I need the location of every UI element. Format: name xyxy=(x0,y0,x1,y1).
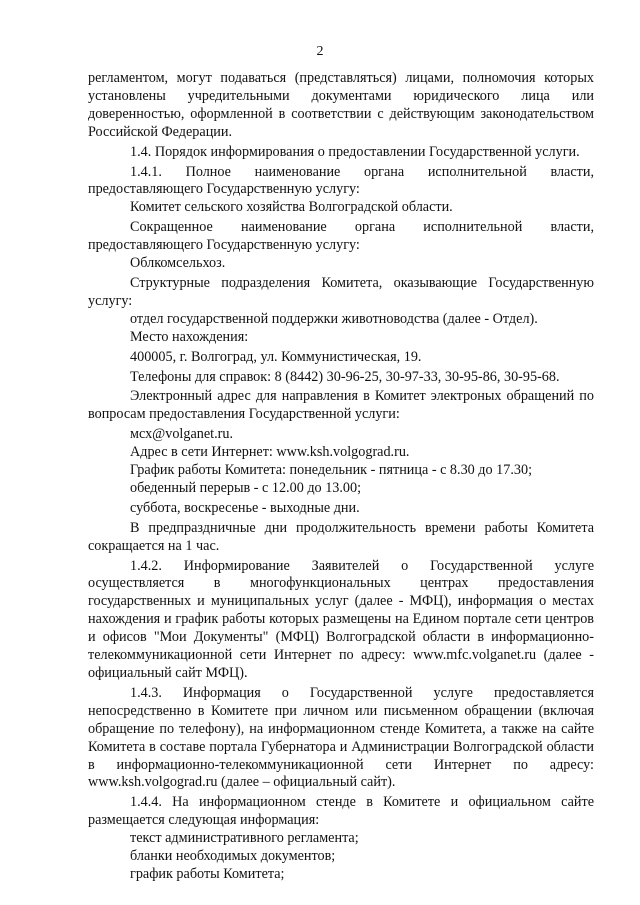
paragraph-representation-clause: регламентом, могут подаваться (представляться) лицами, полномочия которых установлены учредительными документами юридического лица или доверенностью, оформленной в соответствии с действующим законодательством Российской Федерации. xyxy=(88,70,594,140)
paragraph-1-4-1-full-name-label: 1.4.1. Полное наименование органа исполнительной власти, предоставляющего Государственную услугу: xyxy=(88,163,594,198)
paragraph-1-4-3-information: 1.4.3. Информация о Государственной услуге предоставляется непосредственно в Комитете при личном или письменном обращении (включая обращение по телефону), на информационном стенде Комитета, а также на сайте Комитета в составе портала Губернатора и Администрации Волгоградской области в информационно-телекоммуникационной сети Интернет по адресу: www.ksh.volgograd.ru (далее – официальный сайт). xyxy=(88,684,594,791)
paragraph-committee-full-name: Комитет сельского хозяйства Волгоградской области. xyxy=(130,199,453,216)
paragraph-short-name-label: Сокращенное наименование органа исполнительной власти, предоставляющего Государственную услугу: xyxy=(88,219,594,254)
paragraph-schedule-lunch: обеденный перерыв - с 12.00 до 13.00; xyxy=(130,479,362,496)
paragraph-department-name: отдел государственной поддержки животноводства (далее - Отдел). xyxy=(130,310,538,327)
document-body xyxy=(88,70,594,884)
paragraph-phones: Телефоны для справок: 8 (8442) 30-96-25, 30-97-33, 30-95-86, 30-95-68. xyxy=(130,368,560,385)
paragraph-structural-units-label: Структурные подразделения Комитета, оказывающие Государственную услугу: xyxy=(88,274,594,309)
page-number: 2 xyxy=(316,44,324,59)
paragraph-1-4-heading: 1.4. Порядок информирования о предоставлении Государственной услуги. xyxy=(130,143,580,160)
paragraph-pre-holiday: В предпраздничные дни продолжительность времени работы Комитета сокращается на 1 час. xyxy=(88,519,594,554)
paragraph-address: 400005, г. Волгоград, ул. Коммунистическая, 19. xyxy=(130,348,422,365)
list-item-document-forms: бланки необходимых документов; xyxy=(130,848,336,865)
paragraph-schedule-weekdays: График работы Комитета: понедельник - пятница - с 8.30 до 17.30; xyxy=(130,462,533,479)
paragraph-email-label: Электронный адрес для направления в Комитет электроных обращений по вопросам предоставления Государственной услуги: xyxy=(88,388,594,423)
paragraph-schedule-weekend: суббота, воскресенье - выходные дни. xyxy=(130,499,360,516)
list-item-work-schedule: график работы Комитета; xyxy=(130,865,285,882)
paragraph-1-4-2-mfc: 1.4.2. Информирование Заявителей о Государственной услуге осуществляется в многофункциональных центрах предоставления государственных и муниципальных услуг (далее - МФЦ), информация о местах нахождения и график работы которых размещены на Едином портале сети центров и офисов "Мои Документы" (МФЦ) Волгоградской области в информационно-телекоммуникационной сети Интернет по адресу: www.mfc.volganet.ru (далее - официальный сайт МФЦ). xyxy=(88,557,594,681)
paragraph-location-label: Место нахождения: xyxy=(130,328,249,345)
paragraph-committee-short-name: Облкомсельхоз. xyxy=(130,255,226,272)
paragraph-website: Адрес в сети Интернет: www.ksh.volgograd.ru. xyxy=(130,444,410,461)
paragraph-1-4-4-stand: 1.4.4. На информационном стенде в Комитете и официальном сайте размещается следующая информация: xyxy=(88,794,594,829)
list-item-regulation-text: текст административного регламента; xyxy=(130,830,359,847)
paragraph-email: мсх@volganet.ru. xyxy=(130,426,234,443)
